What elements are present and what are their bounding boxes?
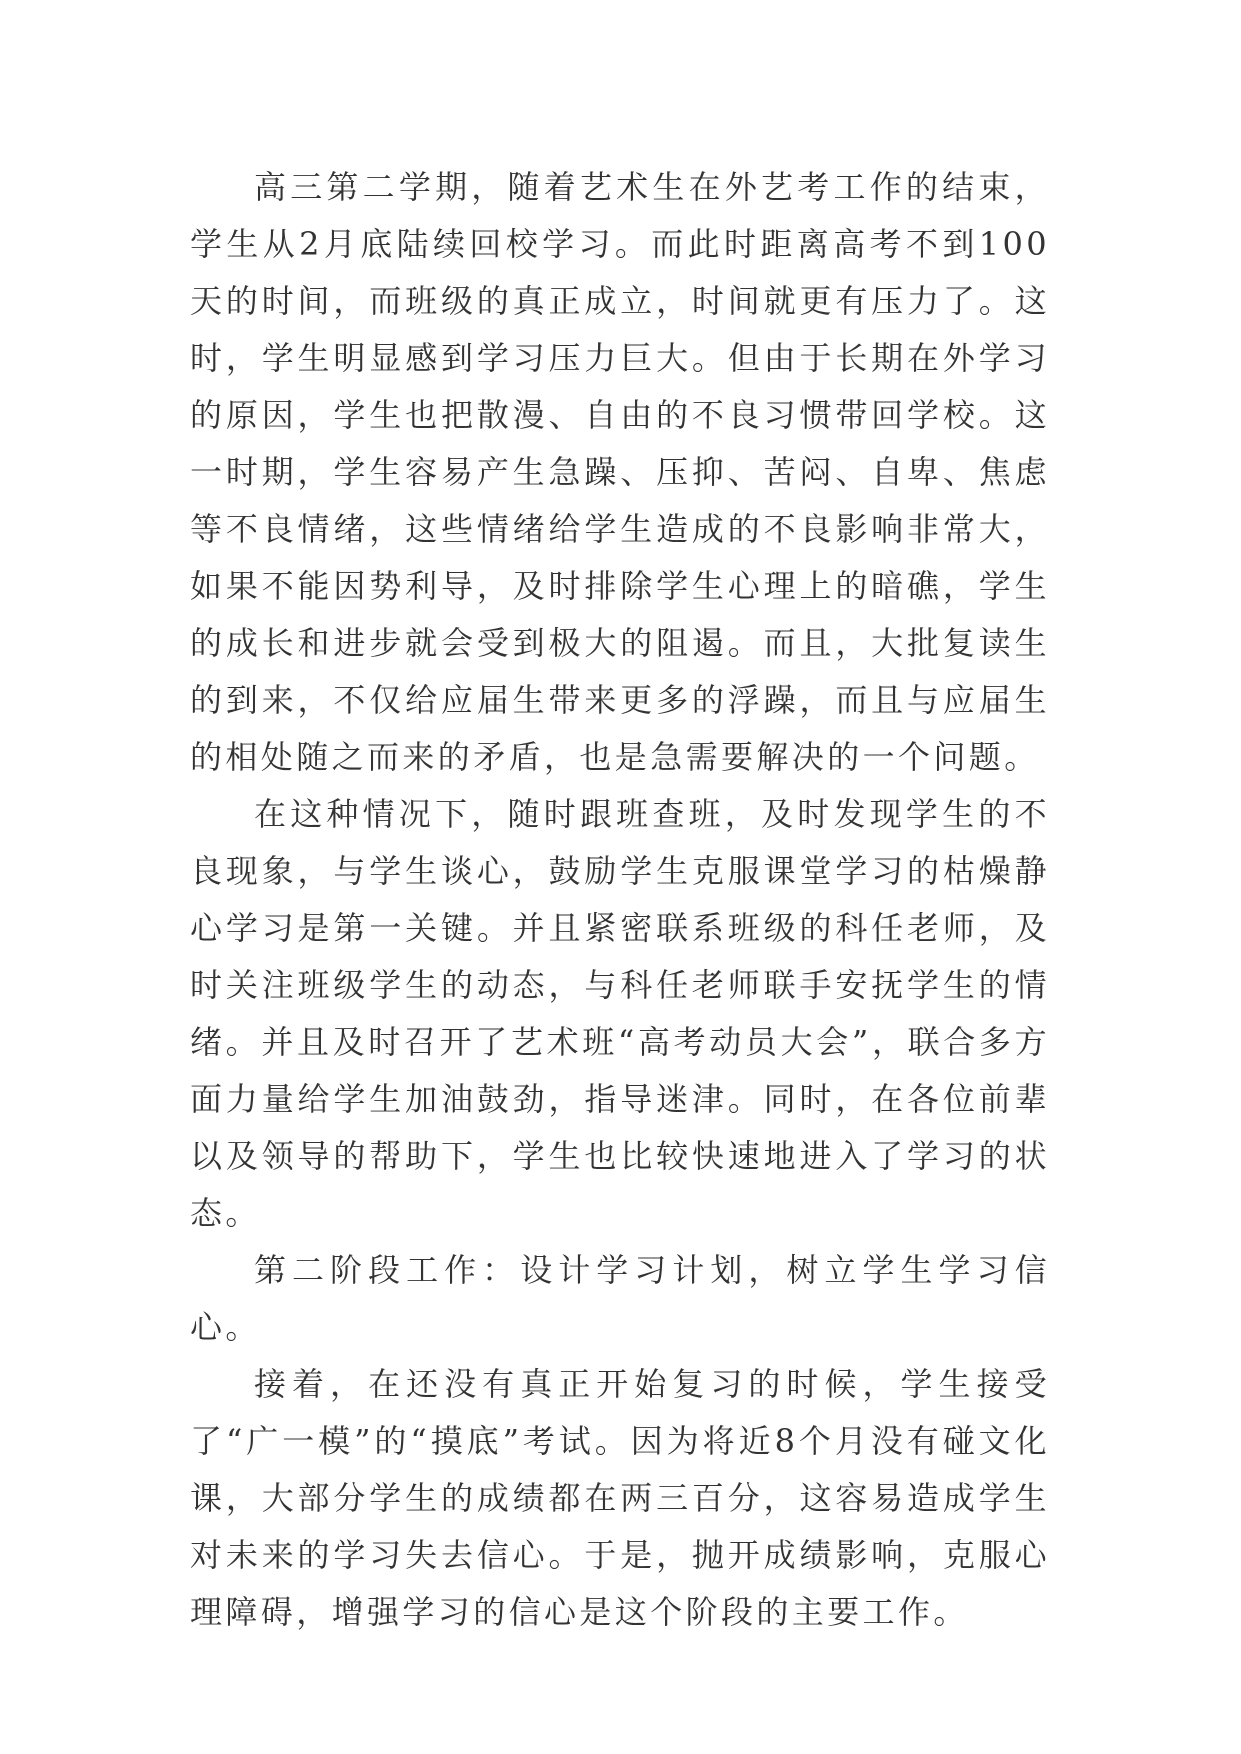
paragraph-4: 接着，在还没有真正开始复习的时候，学生接受了“广一模”的“摸底”考试。因为将近8个月没有碰文化课，大部分学生的成绩都在两三百分，这容易造成学生对未来的学习失去信心。于是，抛开成绩影响，克服心理障碍，增强学习的信心是这个阶段的主要工作。 <box>190 1365 1050 1631</box>
paragraph-2: 在这种情况下，随时跟班查班，及时发现学生的不良现象，与学生谈心，鼓励学生克服课堂学习的枯燥静心学习是第一关键。并且紧密联系班级的科任老师，及时关注班级学生的动态，与科任老师联手安抚学生的情绪。并且及时召开了艺术班“高考动员大会”，联合多方面力量给学生加油鼓劲，指导迷津。同时，在各位前辈以及领导的帮助下，学生也比较快速地进入了学习的状态。 <box>190 795 1050 1232</box>
document-body <box>190 159 1050 1641</box>
paragraph-1: 高三第二学期，随着艺术生在外艺考工作的结束，学生从2月底陆续回校学习。而此时距离高考不到100天的时间，而班级的真正成立，时间就更有压力了。这时，学生明显感到学习压力巨大。但由于长期在外学习的原因，学生也把散漫、自由的不良习惯带回学校。这一时期，学生容易产生急躁、压抑、苦闷、自卑、焦虑等不良情绪，这些情绪给学生造成的不良影响非常大，如果不能因势利导，及时排除学生心理上的暗礁，学生的成长和进步就会受到极大的阻遏。而且，大批复读生的到来，不仅给应届生带来更多的浮躁，而且与应届生的相处随之而来的矛盾，也是急需要解决的一个问题。 <box>190 168 1050 776</box>
paragraph-3-heading: 第二阶段工作：设计学习计划，树立学生学习信心。 <box>190 1251 1050 1346</box>
